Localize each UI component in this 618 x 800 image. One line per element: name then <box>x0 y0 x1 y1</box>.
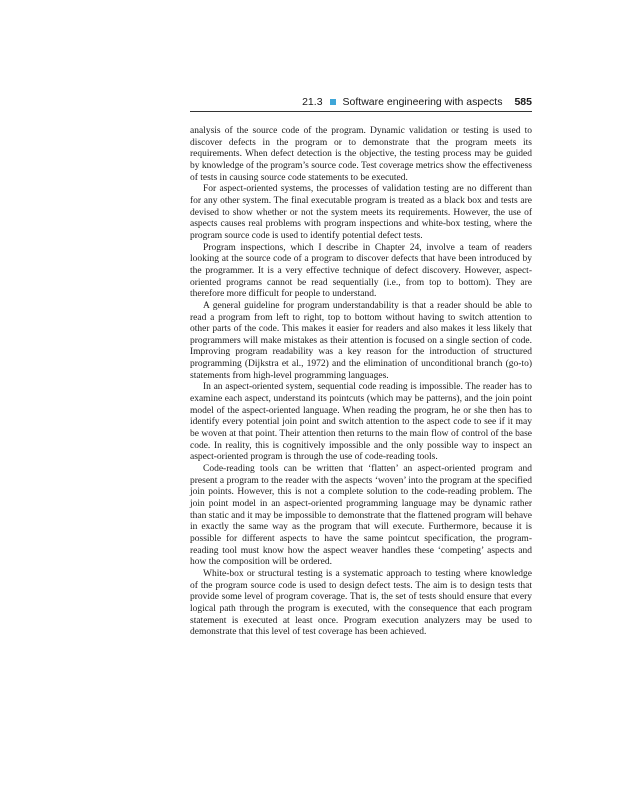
paragraph: A general guideline for program understandability is that a reader should be able to read a program from left to right, top to bottom without having to switch attention to other parts of the code. This makes it easier for readers and also makes it less likely that programmers will make mistakes as their attention is focused on a single section of code. Improving program readability was a key reason for the introduction of structured programming (Dijkstra et al., 1972) and the elimination of unconditional branch (go-to) statements from high-level programming languages. <box>190 300 532 381</box>
running-head <box>190 95 532 109</box>
page-number: 585 <box>514 96 532 108</box>
paragraph: Code-reading tools can be written that ‘flatten’ an aspect-oriented program and present a program to the reader with the aspects ‘woven’ into the program at the specified join points. However, this is not a complete solution to the code-reading problem. The join point model in an aspect-oriented programming language may be dynamic rather than static and it may be impossible to demonstrate that the flattened program will behave in exactly the same way as the program that will execute. Furthermore, because it is possible for different aspects to have the same pointcut specification, the program-reading tool must know how the aspect weaver handles these ‘competing’ aspects and how the composition will be ordered. <box>190 464 532 568</box>
body-text <box>190 126 532 639</box>
paragraph: For aspect-oriented systems, the processes of validation testing are no different than for any other system. The final executable program is treated as a black box and tests are devised to show whether or not the system meets its requirements. However, the use of aspects causes real problems with program inspections and white-box testing, where the program source code is used to identify potential defect tests. <box>190 184 532 241</box>
paragraph-continuation: analysis of the source code of the program. Dynamic validation or testing is used to discover defects in the program or to demonstrate that the program meets its requirements. When defect detection is the objective, the testing process may be guided by knowledge of the program’s source code. Test coverage metrics show the effectiveness of tests in causing source code statements to be executed. <box>190 126 532 183</box>
paragraph: Program inspections, which I describe in Chapter 24, involve a team of readers looking at the source code of a program to discover defects that have been introduced by the programmer. It is a very effective technique of defect discovery. However, aspect-oriented programs cannot be read sequentially (i.e., from top to bottom). They are therefore more difficult for people to understand. <box>190 242 532 300</box>
header-rule <box>190 111 532 112</box>
section-number: 21.3 <box>302 96 323 108</box>
paragraph: White-box or structural testing is a systematic approach to testing where knowledge of the program source code is used to design defect tests. The aim is to design tests that provide some level of program coverage. That is, the set of tests should ensure that every logical path through the program is executed, with the consequence that each program statement is executed at least once. Program execution analyzers may be used to demonstrate that this level of test coverage has been achieved. <box>190 568 532 638</box>
section-title: Software engineering with aspects <box>342 96 503 108</box>
section-marker-square <box>330 99 336 105</box>
paragraph: In an aspect-oriented system, sequential code reading is impossible. The reader has to examine each aspect, understand its pointcuts (which may be patterns), and the join point model of the aspect-oriented language. When reading the program, he or she then has to identify every potential join point and switch attention to the aspect code to see if it may be woven at that point. Their attention then returns to the main flow of control of the base code. In reality, this is cognitively impossible and the only possible way to inspect an aspect-oriented program is through the use of code-reading tools. <box>190 382 532 463</box>
